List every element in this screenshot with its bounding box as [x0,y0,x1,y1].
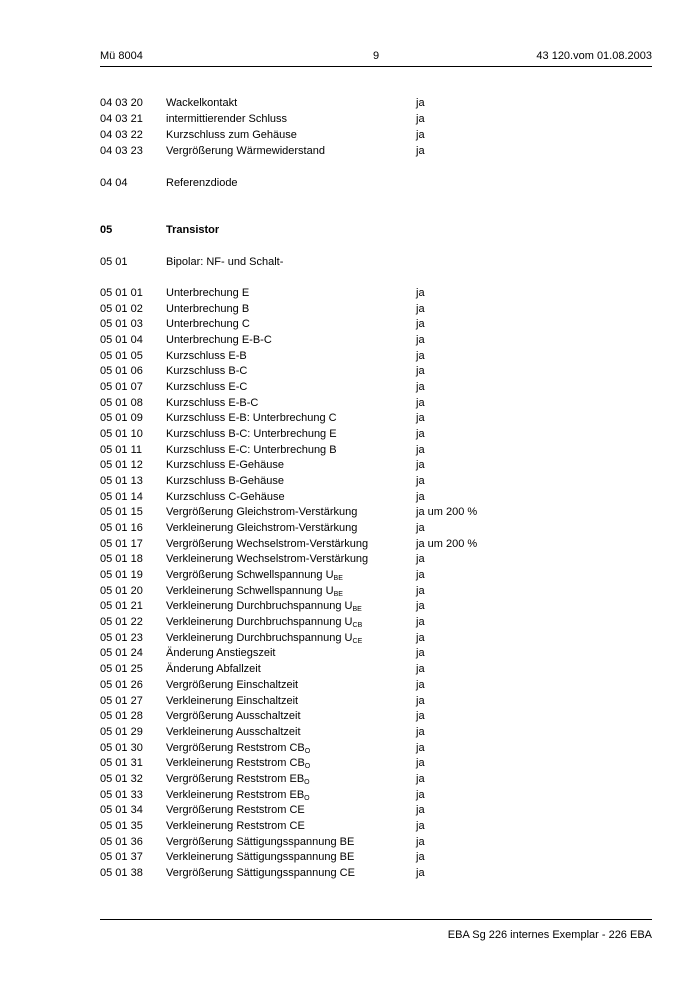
item-value: ja [416,365,425,377]
item-description-text: Vergrößerung Wechselstrom-Verstärkung [166,538,369,550]
item-value: ja [416,145,425,157]
item-description-text: Vergrößerung Wärmewiderstand [166,145,325,157]
item-value: ja [416,867,425,879]
item-description [166,255,283,270]
item-description [166,835,354,850]
item-code: 05 01 20 [100,585,143,597]
item-code: 05 01 [100,256,128,268]
item-description-text: Kurzschluss B-Gehäuse [166,475,284,487]
item-subscript: CB [352,622,363,629]
item-value: ja [416,381,425,393]
item-description-text: Unterbrechung C [166,318,250,330]
item-description [166,694,298,709]
item-code: 05 01 17 [100,538,143,550]
item-value: ja [416,444,425,456]
item-subscript: O [304,763,311,770]
item-description [166,128,297,143]
item-code: 05 01 04 [100,334,143,346]
item-description-text: Vergrößerung Einschaltzeit [166,679,299,691]
item-subscript: O [304,795,310,802]
item-value: ja [416,522,425,534]
item-description [166,144,325,159]
item-value: ja [416,303,425,315]
footer-divider [100,919,652,920]
item-description [166,364,247,379]
item-description [166,112,287,127]
item-value: ja [416,113,425,125]
item-value: ja [416,773,425,785]
item-code: 05 01 30 [100,742,143,754]
item-code: 05 01 05 [100,350,143,362]
item-description [166,599,362,614]
item-description [166,537,368,552]
item-code: 05 01 38 [100,867,143,879]
item-description [166,505,357,520]
item-value: ja [416,757,425,769]
item-description-text: Kurzschluss E-B [166,350,247,362]
item-description-text: Verkleinerung Einschaltzeit [166,695,299,707]
item-code: 05 01 09 [100,412,143,424]
item-description-text: Verkleinerung Durchbruchspannung U [166,616,353,628]
item-description-text: Unterbrechung B [166,303,250,315]
item-code: 05 01 15 [100,506,143,518]
item-description-text: Änderung Abfallzeit [166,663,261,675]
item-description [166,521,357,536]
item-description-text: Vergrößerung Reststrom CE [166,804,305,816]
item-value: ja [416,836,425,848]
item-description [166,317,250,332]
item-value: ja [416,475,425,487]
item-description-text: Unterbrechung E-B-C [166,334,272,346]
item-value: ja [416,334,425,346]
item-subscript: O [304,748,311,755]
item-description [166,458,284,473]
item-value: ja [416,318,425,330]
item-value: ja [416,412,425,424]
item-description-text: Verkleinerung Reststrom CE [166,820,305,832]
item-description [166,176,238,191]
item-code: 05 01 24 [100,647,143,659]
item-description-text: Kurzschluss B-C: Unterbrechung E [166,428,337,440]
item-value: ja [416,600,425,612]
item-subscript: O [304,779,310,786]
item-subscript: CE [352,638,363,645]
item-code: 05 01 12 [100,459,143,471]
item-code: 05 01 10 [100,428,143,440]
item-value: ja [416,97,425,109]
item-description-text: intermittierender Schluss [166,113,288,125]
item-value: ja [416,350,425,362]
item-code: 05 01 01 [100,287,143,299]
item-description [166,772,310,787]
item-code: 05 01 33 [100,789,143,801]
item-description-text: Kurzschluss E-C [166,381,248,393]
item-code: 05 01 26 [100,679,143,691]
item-value: ja [416,287,425,299]
item-description [166,788,310,803]
item-code: 05 01 08 [100,397,143,409]
item-value: ja [416,428,425,440]
item-code: 05 01 22 [100,616,143,628]
item-description [166,803,305,818]
item-description [166,568,343,583]
item-description-text: Verkleinerung Gleichstrom-Verstärkung [166,522,358,534]
item-code: 04 03 20 [100,97,143,109]
item-code: 04 04 [100,177,128,189]
item-code: 05 01 34 [100,804,143,816]
item-description-text: Vergrößerung Schwellspannung U [166,569,334,581]
item-code: 05 01 07 [100,381,143,393]
item-code: 05 [100,224,113,236]
document-id: Mü 8004 [100,50,143,62]
item-code: 05 01 21 [100,600,143,612]
item-description [166,584,343,599]
item-subscript: BE [333,575,343,582]
item-value: ja [416,553,425,565]
item-value: ja [416,742,425,754]
item-code: 05 01 16 [100,522,143,534]
item-description [166,646,275,661]
item-code: 05 01 02 [100,303,143,315]
item-description-text: Vergrößerung Reststrom EB [166,773,305,785]
item-description [166,286,249,301]
item-description-text: Verkleinerung Wechselstrom-Verstärkung [166,553,369,565]
item-code: 05 01 23 [100,632,143,644]
item-value: ja [416,397,425,409]
item-description-text: Wackelkontakt [166,97,238,109]
item-value: ja [416,569,425,581]
item-code: 05 01 11 [100,444,143,456]
item-description [166,396,258,411]
item-description [166,709,301,724]
item-description-text: Vergrößerung Reststrom CB [166,742,305,754]
item-description [166,474,284,489]
item-value: ja [416,804,425,816]
item-description-text: Bipolar: NF- und Schalt- [166,256,284,268]
item-code: 05 01 37 [100,851,143,863]
item-value: ja [416,129,425,141]
item-value: ja [416,710,425,722]
item-description [166,866,355,881]
item-code: 05 01 19 [100,569,143,581]
item-value: ja [416,695,425,707]
item-description-text: Vergrößerung Ausschaltzeit [166,710,301,722]
item-value: ja [416,585,425,597]
item-code: 05 01 32 [100,773,143,785]
item-code: 05 01 31 [100,757,143,769]
item-description-text: Kurzschluss E-C: Unterbrechung B [166,444,337,456]
item-subscript: BE [333,591,343,598]
item-description [166,741,310,756]
item-value: ja [416,632,425,644]
item-description [166,333,272,348]
item-description [166,725,301,740]
item-code: 05 01 28 [100,710,143,722]
item-code: 04 03 21 [100,113,143,125]
item-description-text: Kurzschluss zum Gehäuse [166,129,297,141]
item-value: ja [416,726,425,738]
item-description-text: Verkleinerung Reststrom CB [166,757,305,769]
item-description [166,223,219,238]
item-value: ja [416,616,425,628]
item-description [166,850,354,865]
item-description-text: Vergrößerung Sättigungsspannung BE [166,836,355,848]
item-description-text: Verkleinerung Ausschaltzeit [166,726,301,738]
item-description [166,490,285,505]
item-code: 05 01 29 [100,726,143,738]
item-description-text: Kurzschluss E-B: Unterbrechung C [166,412,337,424]
item-description-text: Unterbrechung E [166,287,250,299]
item-description-text: Transistor [166,224,220,236]
page-number: 9 [372,50,380,62]
page-footer: EBA Sg 226 internes Exemplar - 226 EBA [447,929,652,941]
item-value: ja [416,459,425,471]
item-value: ja um 200 % [416,506,478,518]
item-description [166,631,362,646]
item-description-text: Vergrößerung Sättigungsspannung CE [166,867,355,879]
item-description [166,615,362,630]
item-code: 04 03 22 [100,129,143,141]
item-description-text: Referenzdiode [166,177,238,189]
page-header [100,50,652,66]
item-description-text: Kurzschluss B-C [166,365,248,377]
item-code: 05 01 36 [100,836,143,848]
item-value: ja [416,663,425,675]
item-description [166,302,249,317]
item-description [166,96,237,111]
item-description-text: Kurzschluss C-Gehäuse [166,491,285,503]
item-description-text: Verkleinerung Durchbruchspannung U [166,600,353,612]
item-value: ja [416,789,425,801]
item-description [166,380,247,395]
item-description-text: Verkleinerung Sättigungsspannung BE [166,851,355,863]
item-code: 05 01 18 [100,553,143,565]
item-code: 05 01 06 [100,365,143,377]
item-description [166,756,310,771]
item-description [166,427,337,442]
item-description [166,678,298,693]
item-description-text: Kurzschluss E-B-C [166,397,259,409]
item-description-text: Änderung Anstiegszeit [166,647,276,659]
header-divider [100,66,652,67]
item-value: ja [416,851,425,863]
item-value: ja um 200 % [416,538,478,550]
item-value: ja [416,491,425,503]
item-code: 04 03 23 [100,145,143,157]
document-date: 43 120.vom 01.08.2003 [536,50,652,62]
item-description [166,552,368,567]
item-value: ja [416,679,425,691]
item-code: 05 01 25 [100,663,143,675]
item-description-text: Vergrößerung Gleichstrom-Verstärkung [166,506,358,518]
item-subscript: BE [352,606,362,613]
item-code: 05 01 27 [100,695,143,707]
item-value: ja [416,647,425,659]
item-description [166,411,337,426]
item-description-text: Kurzschluss E-Gehäuse [166,459,284,471]
item-description [166,662,261,677]
item-description [166,819,305,834]
item-description [166,349,247,364]
item-code: 05 01 03 [100,318,143,330]
item-description-text: Verkleinerung Schwellspannung U [166,585,334,597]
item-description-text: Verkleinerung Durchbruchspannung U [166,632,353,644]
item-description [166,443,337,458]
item-code: 05 01 13 [100,475,143,487]
item-code: 05 01 35 [100,820,143,832]
item-code: 05 01 14 [100,491,143,503]
item-description-text: Verkleinerung Reststrom EB [166,789,305,801]
item-value: ja [416,820,425,832]
